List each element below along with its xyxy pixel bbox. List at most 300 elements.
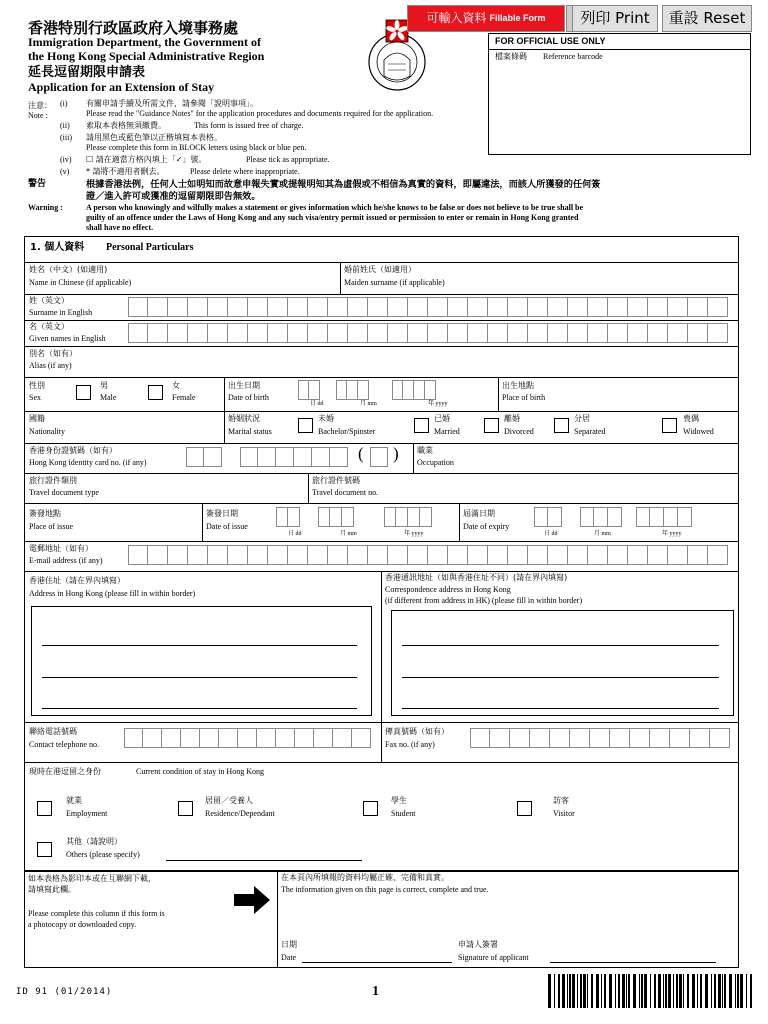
char-cell[interactable] [288, 545, 308, 565]
barcode-bar [654, 974, 656, 1008]
char-cell[interactable] [388, 297, 408, 317]
char-cell[interactable] [668, 545, 688, 565]
char-cell[interactable] [608, 323, 628, 343]
char-cell[interactable] [428, 545, 448, 565]
char-cell[interactable] [470, 728, 490, 748]
char-cell[interactable] [448, 297, 468, 317]
char-cell[interactable] [670, 728, 690, 748]
char-cell[interactable] [228, 323, 248, 343]
char-cell[interactable] [448, 323, 468, 343]
fax-input[interactable] [470, 728, 730, 748]
char-cell[interactable] [276, 507, 288, 527]
hk-address-label-en: Address in Hong Kong (please fill in within border) [29, 589, 196, 598]
barcode-bar [639, 974, 640, 1008]
warning-en-1: A person who knowingly and wilfully makes a statement or gives information which he/she knows to be false or does not believe to be true shall be [86, 203, 584, 212]
char-cell[interactable] [548, 545, 568, 565]
barcode-bar [548, 974, 551, 1008]
char-cell[interactable] [608, 545, 628, 565]
char-cell[interactable] [384, 507, 396, 527]
date-of-issue-label-en: Date of issue [206, 522, 248, 531]
char-cell[interactable] [248, 297, 268, 317]
hkid-digits-input[interactable] [240, 447, 348, 467]
pob-label-zh: 出生地點 [502, 381, 534, 390]
char-cell[interactable] [128, 297, 148, 317]
barcode-icon [548, 974, 758, 1008]
char-cell[interactable] [208, 297, 228, 317]
barcode-bar [676, 974, 678, 1008]
barcode-bar [591, 974, 593, 1008]
char-cell[interactable] [388, 323, 408, 343]
char-cell[interactable] [428, 323, 448, 343]
char-cell[interactable] [288, 297, 308, 317]
char-cell[interactable] [333, 728, 352, 748]
char-cell[interactable] [568, 297, 588, 317]
char-cell[interactable] [448, 545, 468, 565]
page-number: 1 [372, 984, 379, 999]
declaration-zh: 在本頁內所填報的資料均屬正確、完備和真實。 [281, 873, 449, 882]
char-cell[interactable] [368, 323, 388, 343]
char-cell[interactable] [648, 323, 668, 343]
char-cell[interactable] [308, 297, 328, 317]
residence-label-en: Residence/Dependant [205, 809, 275, 818]
char-cell[interactable] [490, 728, 510, 748]
hkid-check-digit-input[interactable] [370, 447, 388, 467]
char-cell[interactable] [228, 297, 248, 317]
char-cell[interactable] [668, 323, 688, 343]
male-label-en: Male [100, 393, 117, 402]
char-cell[interactable] [219, 728, 238, 748]
dept-title-en-2: the Hong Kong Special Administrative Region [28, 49, 265, 63]
char-cell[interactable] [128, 545, 148, 565]
char-cell[interactable] [528, 545, 548, 565]
char-cell[interactable] [508, 323, 528, 343]
char-cell[interactable] [690, 728, 710, 748]
note-label-en: Note : [28, 111, 48, 120]
char-cell[interactable] [240, 447, 258, 467]
char-cell[interactable] [168, 545, 188, 565]
visitor-checkbox[interactable] [517, 801, 532, 816]
char-cell[interactable] [648, 545, 668, 565]
note-number: (iii) [60, 133, 72, 142]
char-cell[interactable] [548, 507, 562, 527]
dob-dd-label: 日 dd [310, 401, 324, 407]
char-cell[interactable] [309, 380, 320, 400]
hk-address-label-zh: 香港住址（請在界內填寫） [29, 576, 125, 585]
print-button[interactable]: 列印 Print [572, 5, 658, 32]
char-cell[interactable] [588, 323, 608, 343]
correspondence-address-label-en-1: Correspondence address in Hong Kong [385, 585, 511, 594]
char-cell[interactable] [308, 545, 328, 565]
char-cell[interactable] [186, 447, 204, 467]
signature-label-zh: 申請人簽署 [458, 940, 498, 949]
char-cell[interactable] [708, 545, 728, 565]
note-text-en: Please tick as appropriate. [246, 155, 330, 164]
employment-label-en: Employment [66, 809, 108, 818]
barcode-bar [567, 974, 568, 1008]
email-input[interactable] [128, 545, 728, 565]
issue-yyyy-label: 年 yyyy [404, 531, 424, 537]
form-title-zh: 延長逗留期限申請表 [28, 65, 146, 80]
name-chinese-label-en: Name in Chinese (if applicable) [29, 278, 132, 287]
char-cell[interactable] [468, 323, 488, 343]
dob-yyyy-label: 年 yyyy [428, 401, 448, 407]
travel-doc-type-label-zh: 旅行證件類別 [29, 476, 77, 485]
char-cell[interactable] [530, 728, 550, 748]
barcode-bar [601, 974, 602, 1008]
barcode-bar [558, 974, 560, 1008]
pob-label-en: Place of birth [502, 393, 546, 402]
char-cell[interactable] [314, 728, 333, 748]
char-cell[interactable] [268, 323, 288, 343]
char-cell[interactable] [257, 728, 276, 748]
female-label-en: Female [172, 393, 196, 402]
employment-label-zh: 就業 [66, 796, 82, 805]
char-cell[interactable] [148, 323, 168, 343]
char-cell[interactable] [628, 323, 648, 343]
warning-zh-2: 證／進入許可或獲准的逗留期限即告無效。 [86, 191, 261, 202]
expiry-year-input[interactable] [636, 507, 692, 527]
char-cell[interactable] [330, 447, 348, 467]
char-cell[interactable] [628, 297, 648, 317]
char-cell[interactable] [688, 323, 708, 343]
note-text-en: Please read the "Guidance Notes" for the application procedures and documents required for the application. [86, 109, 434, 118]
barcode-bar [628, 974, 630, 1008]
divorced-checkbox[interactable] [484, 418, 499, 433]
char-cell[interactable] [168, 323, 188, 343]
char-cell[interactable] [488, 297, 508, 317]
barcode-bar [658, 974, 661, 1008]
char-cell[interactable] [425, 380, 436, 400]
char-cell[interactable] [258, 447, 276, 467]
married-checkbox[interactable] [414, 418, 429, 433]
residence-label-zh: 居留／受養人 [205, 796, 253, 805]
others-checkbox[interactable] [37, 842, 52, 857]
char-cell[interactable] [358, 380, 369, 400]
char-cell[interactable] [468, 297, 488, 317]
char-cell[interactable] [570, 728, 590, 748]
barcode-bar [604, 974, 606, 1008]
char-cell[interactable] [348, 545, 368, 565]
char-cell[interactable] [312, 447, 330, 467]
married-label-zh: 已婚 [434, 414, 450, 423]
char-cell[interactable] [148, 297, 168, 317]
form-id: ID 91 (01/2014) [16, 987, 113, 997]
separated-checkbox[interactable] [554, 418, 569, 433]
travel-doc-no-label-en: Travel document no. [312, 488, 379, 497]
expiry-mm-label: 月 mm [594, 531, 611, 537]
char-cell[interactable] [408, 545, 428, 565]
dept-title-zh: 香港特別行政區政府入境事務處 [28, 19, 239, 37]
barcode-bar [673, 974, 674, 1008]
expiry-day-input[interactable] [534, 507, 562, 527]
residence-checkbox[interactable] [178, 801, 193, 816]
char-cell[interactable] [630, 728, 650, 748]
char-cell[interactable] [308, 323, 328, 343]
employment-checkbox[interactable] [37, 801, 52, 816]
char-cell[interactable] [208, 323, 228, 343]
char-cell[interactable] [580, 507, 594, 527]
char-cell[interactable] [204, 447, 222, 467]
char-cell[interactable] [710, 728, 730, 748]
bachelor-label-en: Bachelor/Spinster [318, 427, 376, 436]
note-text-zh: * 請將不適用者刪去。 [86, 167, 165, 176]
char-cell[interactable] [408, 323, 428, 343]
char-cell[interactable] [650, 507, 664, 527]
char-cell[interactable] [288, 507, 300, 527]
char-cell[interactable] [548, 297, 568, 317]
char-cell[interactable] [528, 297, 548, 317]
name-chinese-label-zh: 姓名（中文）(如適用) [29, 265, 108, 274]
char-cell[interactable] [664, 507, 678, 527]
dob-month-input[interactable] [336, 380, 369, 400]
separated-label-en: Separated [574, 427, 606, 436]
barcode-bar [692, 974, 695, 1008]
char-cell[interactable] [588, 297, 608, 317]
issue-year-input[interactable] [384, 507, 432, 527]
char-cell[interactable] [590, 728, 610, 748]
barcode-bar [554, 974, 555, 1008]
char-cell[interactable] [143, 728, 162, 748]
student-checkbox[interactable] [363, 801, 378, 816]
barcode-bar [562, 974, 565, 1008]
char-cell[interactable] [124, 728, 143, 748]
female-checkbox[interactable] [148, 385, 163, 400]
barcode-bar [718, 974, 721, 1008]
issue-mm-label: 月 mm [340, 531, 357, 537]
marital-label-en: Marital status [228, 427, 272, 436]
char-cell[interactable] [568, 545, 588, 565]
barcode-bar [697, 974, 698, 1008]
char-cell[interactable] [368, 297, 388, 317]
reset-button[interactable]: 重設 Reset [662, 5, 752, 32]
expiry-dd-label: 日 dd [544, 531, 558, 537]
note-label-zh: 注意： [28, 101, 52, 110]
barcode-bar [633, 974, 636, 1008]
given-names-label-zh: 名（英文） [29, 322, 69, 331]
char-cell[interactable] [318, 507, 330, 527]
surname-label-zh: 姓（英文） [29, 296, 69, 305]
others-label-en: Others (please specify) [66, 850, 140, 859]
char-cell[interactable] [408, 507, 420, 527]
warning-en-3: shall have no effect. [86, 223, 154, 232]
barcode-bar [609, 974, 612, 1008]
char-cell[interactable] [248, 323, 268, 343]
date-label-zh: 日期 [281, 940, 297, 949]
warning-label-zh: 警告 [28, 179, 47, 189]
barcode-bar [587, 974, 588, 1008]
female-label-zh: 女 [172, 381, 180, 390]
char-cell[interactable] [403, 380, 414, 400]
char-cell[interactable] [610, 728, 630, 748]
char-cell[interactable] [468, 545, 488, 565]
note-text-zh: 有關申請手續及所需文件，請參閱「說明事項」。 [86, 99, 258, 108]
barcode-bar [650, 974, 651, 1008]
char-cell[interactable] [594, 507, 608, 527]
occupation-label-zh: 職業 [417, 446, 433, 455]
hk-address-input[interactable] [31, 606, 372, 716]
char-cell[interactable] [298, 380, 309, 400]
char-cell[interactable] [668, 297, 688, 317]
char-cell[interactable] [392, 380, 403, 400]
char-cell[interactable] [508, 297, 528, 317]
fillable-label-en: Fillable Form [489, 12, 546, 23]
char-cell[interactable] [148, 545, 168, 565]
stay-condition-label-zh: 現時在港逗留之身份 [29, 767, 101, 776]
declaration-date-input[interactable] [302, 962, 452, 963]
barcode-bar [580, 974, 582, 1008]
maiden-label-en: Maiden surname (if applicable) [344, 278, 445, 287]
note-number: (ii) [60, 121, 70, 130]
char-cell[interactable] [330, 507, 342, 527]
section1-title-zh: 1. 個人資料 [30, 242, 85, 253]
telephone-input[interactable] [124, 728, 371, 748]
char-cell[interactable] [628, 545, 648, 565]
male-label-zh: 男 [100, 381, 108, 390]
issue-day-input[interactable] [276, 507, 300, 527]
char-cell[interactable] [336, 380, 347, 400]
char-cell[interactable] [550, 728, 570, 748]
barcode-bar [572, 974, 575, 1008]
char-cell[interactable] [568, 323, 588, 343]
char-cell[interactable] [181, 728, 200, 748]
widowed-checkbox[interactable] [662, 418, 677, 433]
date-of-issue-label-zh: 簽發日期 [206, 509, 238, 518]
char-cell[interactable] [408, 297, 428, 317]
char-cell[interactable] [488, 545, 508, 565]
surname-input[interactable] [128, 297, 728, 317]
others-specify-input[interactable] [166, 860, 362, 861]
char-cell[interactable] [414, 380, 425, 400]
char-cell[interactable] [276, 447, 294, 467]
barcode-bar [618, 974, 620, 1008]
char-cell[interactable] [188, 297, 208, 317]
char-cell[interactable] [510, 728, 530, 748]
char-cell[interactable] [268, 297, 288, 317]
char-cell[interactable] [328, 545, 348, 565]
char-cell[interactable] [328, 323, 348, 343]
given-names-label-en: Given names in English [29, 334, 106, 343]
note-text-en: This form is issued free of charge. [194, 121, 304, 130]
alias-label-en: Alias (if any) [29, 361, 72, 370]
char-cell[interactable] [608, 507, 622, 527]
fillable-form-button[interactable] [407, 5, 565, 32]
char-cell[interactable] [388, 545, 408, 565]
char-cell[interactable] [208, 545, 228, 565]
barcode-bar [626, 974, 627, 1008]
barcode-bar [596, 974, 599, 1008]
male-checkbox[interactable] [76, 385, 91, 400]
char-cell[interactable] [188, 323, 208, 343]
char-cell[interactable] [200, 728, 219, 748]
char-cell[interactable] [352, 728, 371, 748]
char-cell[interactable] [608, 297, 628, 317]
char-cell[interactable] [294, 447, 312, 467]
expiry-yyyy-label: 年 yyyy [662, 531, 682, 537]
signature-input[interactable] [550, 962, 716, 963]
char-cell[interactable] [228, 545, 248, 565]
char-cell[interactable] [328, 297, 348, 317]
dob-mm-label: 月 mm [360, 401, 377, 407]
char-cell[interactable] [348, 297, 368, 317]
char-cell[interactable] [688, 545, 708, 565]
issue-month-input[interactable] [318, 507, 354, 527]
hkid-label-zh: 香港身份證號碼（如有） [29, 446, 117, 455]
char-cell[interactable] [708, 297, 728, 317]
char-cell[interactable] [268, 545, 288, 565]
expiry-month-input[interactable] [580, 507, 622, 527]
alias-label-zh: 別名（如有） [29, 349, 77, 358]
char-cell[interactable] [370, 447, 388, 467]
place-of-issue-label-zh: 簽發地點 [29, 509, 61, 518]
char-cell[interactable] [162, 728, 181, 748]
char-cell[interactable] [188, 545, 208, 565]
char-cell[interactable] [708, 323, 728, 343]
char-cell[interactable] [650, 728, 670, 748]
arrow-right-icon [234, 886, 270, 914]
barcode-bar [746, 974, 747, 1008]
char-cell[interactable] [534, 507, 548, 527]
char-cell[interactable] [396, 507, 408, 527]
note-number: (iv) [60, 155, 72, 164]
char-cell[interactable] [288, 323, 308, 343]
given-names-input[interactable] [128, 323, 728, 343]
hkid-prefix-input[interactable] [186, 447, 222, 467]
sex-label-zh: 性別 [29, 381, 45, 390]
char-cell[interactable] [548, 323, 568, 343]
dob-year-input[interactable] [392, 380, 436, 400]
char-cell[interactable] [238, 728, 257, 748]
char-cell[interactable] [347, 380, 358, 400]
char-cell[interactable] [508, 545, 528, 565]
copy-note-en-1: Please complete this column if this form is [28, 909, 165, 918]
char-cell[interactable] [348, 323, 368, 343]
sex-label-en: Sex [29, 393, 41, 402]
char-cell[interactable] [648, 297, 668, 317]
bachelor-label-zh: 未婚 [318, 414, 334, 423]
char-cell[interactable] [488, 323, 508, 343]
barcode-bar [577, 974, 578, 1008]
warning-label-en: Warning : [28, 203, 63, 212]
barcode-bar [729, 974, 732, 1008]
travel-doc-type-label-en: Travel document type [29, 488, 99, 497]
char-cell[interactable] [588, 545, 608, 565]
barcode-bar [644, 974, 647, 1008]
char-cell[interactable] [128, 323, 148, 343]
correspondence-address-input[interactable] [391, 610, 734, 716]
dob-day-input[interactable] [298, 380, 320, 400]
char-cell[interactable] [342, 507, 354, 527]
char-cell[interactable] [428, 297, 448, 317]
bachelor-checkbox[interactable] [298, 418, 313, 433]
char-cell[interactable] [368, 545, 388, 565]
barcode-bar [737, 974, 739, 1008]
marital-label-zh: 婚姻狀況 [228, 414, 260, 423]
char-cell[interactable] [420, 507, 432, 527]
char-cell[interactable] [295, 728, 314, 748]
note-text-en: Please complete this form in BLOCK letters using black or blue pen. [86, 143, 307, 152]
barcode-bar [668, 974, 671, 1008]
char-cell[interactable] [528, 323, 548, 343]
char-cell[interactable] [636, 507, 650, 527]
barcode-bar [615, 974, 616, 1008]
char-cell[interactable] [688, 297, 708, 317]
char-cell[interactable] [168, 297, 188, 317]
fax-label-zh: 傳真號碼（如有） [385, 727, 449, 736]
char-cell[interactable] [276, 728, 295, 748]
barcode-bar [722, 974, 723, 1008]
char-cell[interactable] [678, 507, 692, 527]
char-cell[interactable] [248, 545, 268, 565]
